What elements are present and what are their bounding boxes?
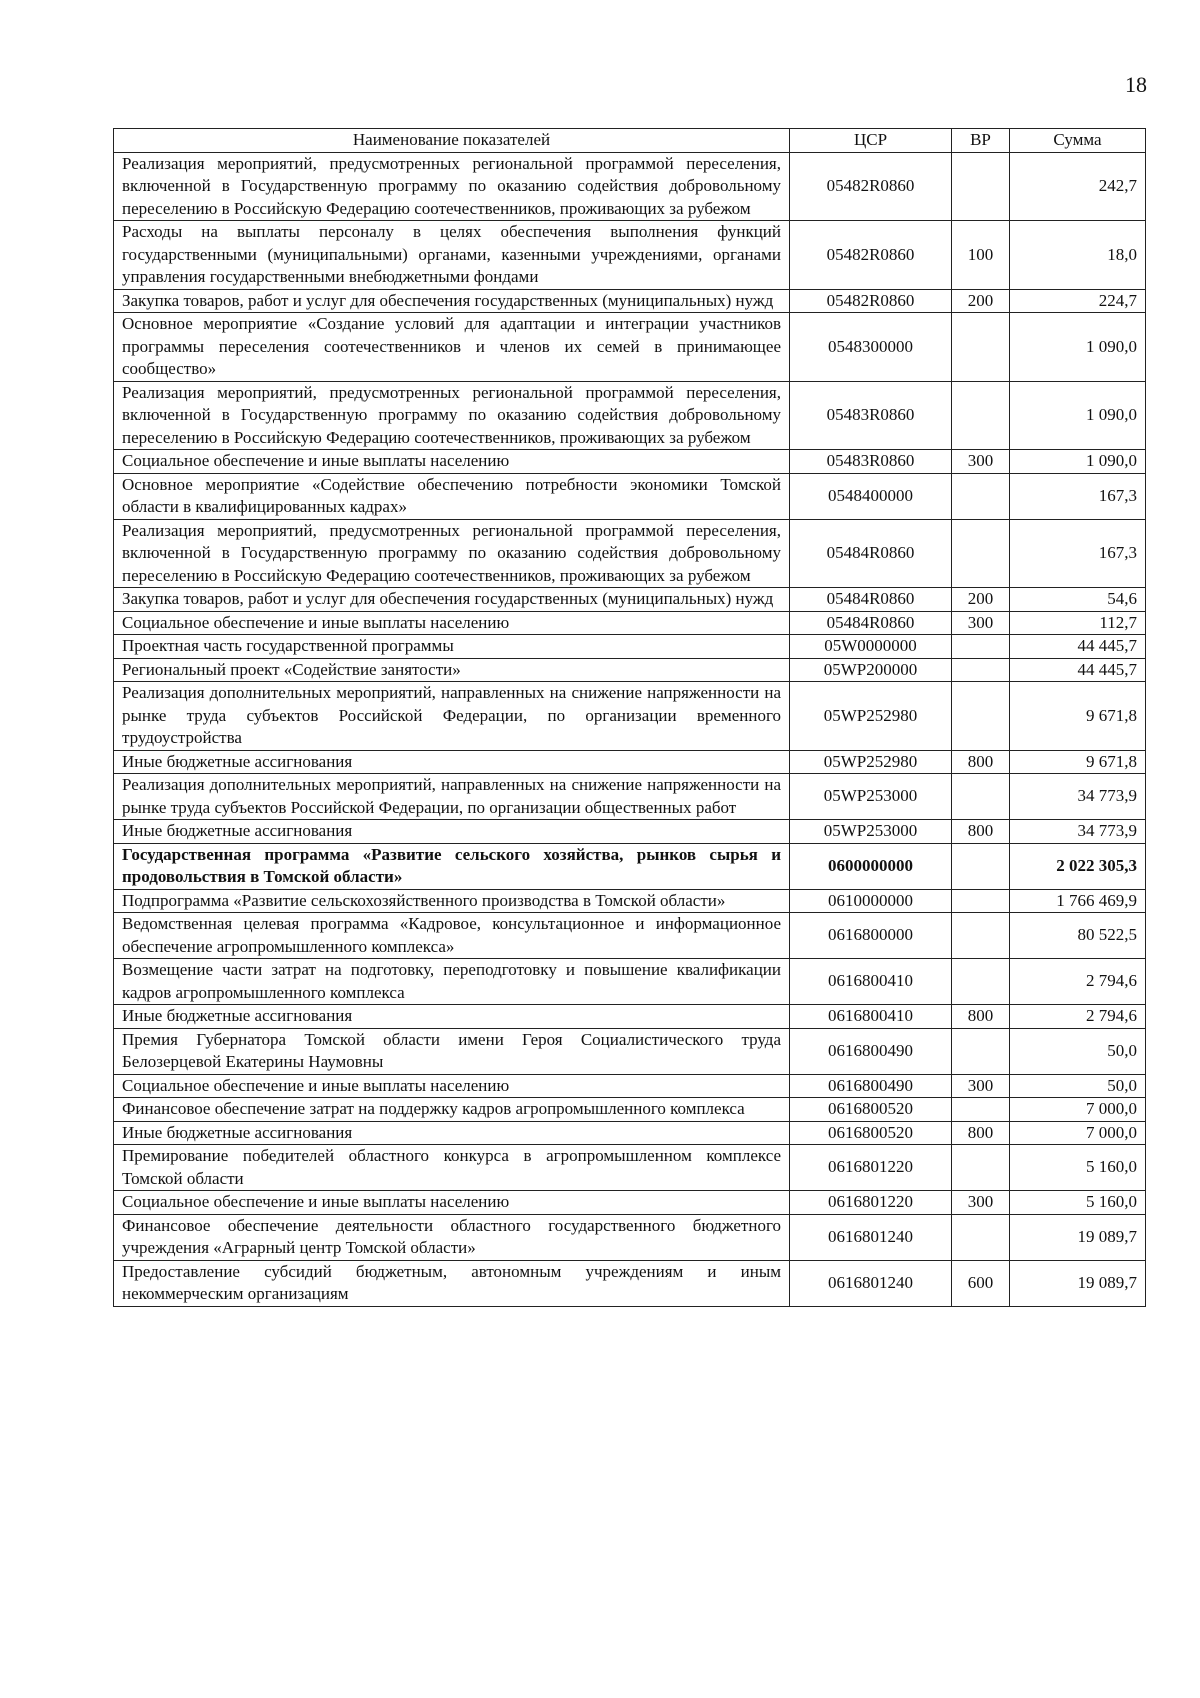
table-header-row <box>114 129 1146 153</box>
row-csr-cell: 05WP253000 <box>790 774 952 820</box>
row-name-cell: Основное мероприятие «Создание условий для адаптации и интеграции участников программы переселения соотечественников и членов их семей в принимающее сообщество» <box>114 313 790 382</box>
row-name-cell: Ведомственная целевая программа «Кадровое, консультационное и информационное обеспечение агропромышленного комплекса» <box>114 913 790 959</box>
row-sum-cell: 112,7 <box>1010 611 1146 635</box>
row-csr-cell: 05482R0860 <box>790 152 952 221</box>
table-row <box>114 1214 1146 1260</box>
row-vr-cell: 100 <box>952 221 1010 290</box>
budget-table <box>113 128 1146 1307</box>
row-csr-cell: 0616800520 <box>790 1121 952 1145</box>
row-csr-cell: 0610000000 <box>790 889 952 913</box>
row-vr-cell <box>952 889 1010 913</box>
row-csr-cell: 05483R0860 <box>790 381 952 450</box>
row-name-cell: Иные бюджетные ассигнования <box>114 1005 790 1029</box>
row-sum-cell: 2 794,6 <box>1010 959 1146 1005</box>
row-vr-cell <box>952 1145 1010 1191</box>
row-sum-cell: 50,0 <box>1010 1074 1146 1098</box>
row-vr-cell: 800 <box>952 820 1010 844</box>
row-sum-cell: 44 445,7 <box>1010 658 1146 682</box>
table-row <box>114 820 1146 844</box>
row-sum-cell: 5 160,0 <box>1010 1145 1146 1191</box>
table-row <box>114 843 1146 889</box>
table-row <box>114 1260 1146 1306</box>
column-header-name: Наименование показателей <box>114 129 790 153</box>
column-header-csr: ЦСР <box>790 129 952 153</box>
row-csr-cell: 05WP253000 <box>790 820 952 844</box>
row-name-cell: Социальное обеспечение и иные выплаты населению <box>114 611 790 635</box>
row-name-cell: Иные бюджетные ассигнования <box>114 1121 790 1145</box>
table-row <box>114 611 1146 635</box>
table-row <box>114 152 1146 221</box>
row-vr-cell: 600 <box>952 1260 1010 1306</box>
row-sum-cell: 80 522,5 <box>1010 913 1146 959</box>
row-name-cell: Закупка товаров, работ и услуг для обеспечения государственных (муниципальных) нужд <box>114 588 790 612</box>
row-csr-cell: 05WP252980 <box>790 750 952 774</box>
row-name-cell: Проектная часть государственной программы <box>114 635 790 659</box>
row-sum-cell: 18,0 <box>1010 221 1146 290</box>
table-row <box>114 635 1146 659</box>
column-header-sum: Сумма <box>1010 129 1146 153</box>
row-sum-cell: 2 794,6 <box>1010 1005 1146 1029</box>
row-sum-cell: 167,3 <box>1010 519 1146 588</box>
row-sum-cell: 1 090,0 <box>1010 450 1146 474</box>
row-vr-cell <box>952 682 1010 751</box>
row-csr-cell: 0616801240 <box>790 1214 952 1260</box>
row-sum-cell: 34 773,9 <box>1010 820 1146 844</box>
row-vr-cell: 800 <box>952 1121 1010 1145</box>
table-row <box>114 289 1146 313</box>
row-vr-cell: 200 <box>952 289 1010 313</box>
row-name-cell: Социальное обеспечение и иные выплаты населению <box>114 1074 790 1098</box>
row-vr-cell: 300 <box>952 1191 1010 1215</box>
row-sum-cell: 224,7 <box>1010 289 1146 313</box>
row-name-cell: Возмещение части затрат на подготовку, переподготовку и повышение квалификации кадров агропромышленного комплекса <box>114 959 790 1005</box>
row-sum-cell: 44 445,7 <box>1010 635 1146 659</box>
table-row <box>114 774 1146 820</box>
row-csr-cell: 0616801240 <box>790 1260 952 1306</box>
row-csr-cell: 0616800410 <box>790 959 952 1005</box>
table-row <box>114 682 1146 751</box>
row-name-cell: Финансовое обеспечение деятельности областного государственного бюджетного учреждения «Аграрный центр Томской области» <box>114 1214 790 1260</box>
table-row <box>114 1191 1146 1215</box>
row-csr-cell: 0616801220 <box>790 1191 952 1215</box>
row-name-cell: Предоставление субсидий бюджетным, автономным учреждениям и иным некоммерческим организациям <box>114 1260 790 1306</box>
row-vr-cell <box>952 313 1010 382</box>
row-name-cell: Расходы на выплаты персоналу в целях обеспечения выполнения функций государственными (муниципальными) органами, казенными учреждениями, органами управления государственными внебюджетными фондами <box>114 221 790 290</box>
row-vr-cell <box>952 658 1010 682</box>
row-sum-cell: 54,6 <box>1010 588 1146 612</box>
row-csr-cell: 05482R0860 <box>790 289 952 313</box>
row-sum-cell: 34 773,9 <box>1010 774 1146 820</box>
table-row <box>114 1074 1146 1098</box>
table-row <box>114 750 1146 774</box>
row-vr-cell <box>952 152 1010 221</box>
row-csr-cell: 0616800490 <box>790 1028 952 1074</box>
row-csr-cell: 0616801220 <box>790 1145 952 1191</box>
row-name-cell: Иные бюджетные ассигнования <box>114 820 790 844</box>
row-name-cell: Реализация дополнительных мероприятий, направленных на снижение напряженности на рынке труда субъектов Российской Федерации, по организации временного трудоустройства <box>114 682 790 751</box>
table-row <box>114 1028 1146 1074</box>
table-row <box>114 913 1146 959</box>
row-sum-cell: 7 000,0 <box>1010 1098 1146 1122</box>
row-vr-cell <box>952 1098 1010 1122</box>
row-sum-cell: 19 089,7 <box>1010 1260 1146 1306</box>
row-name-cell: Реализация дополнительных мероприятий, направленных на снижение напряженности на рынке труда субъектов Российской Федерации, по организации общественных работ <box>114 774 790 820</box>
row-vr-cell <box>952 519 1010 588</box>
table-row <box>114 221 1146 290</box>
table-row <box>114 1145 1146 1191</box>
row-name-cell: Региональный проект «Содействие занятости» <box>114 658 790 682</box>
row-csr-cell: 05483R0860 <box>790 450 952 474</box>
row-sum-cell: 9 671,8 <box>1010 750 1146 774</box>
table-row <box>114 1098 1146 1122</box>
row-csr-cell: 05W0000000 <box>790 635 952 659</box>
row-sum-cell: 2 022 305,3 <box>1010 843 1146 889</box>
row-vr-cell <box>952 635 1010 659</box>
table-row <box>114 313 1146 382</box>
row-csr-cell: 0616800000 <box>790 913 952 959</box>
row-vr-cell: 800 <box>952 750 1010 774</box>
row-csr-cell: 0616800410 <box>790 1005 952 1029</box>
row-vr-cell <box>952 774 1010 820</box>
row-csr-cell: 0616800520 <box>790 1098 952 1122</box>
table-row <box>114 473 1146 519</box>
row-name-cell: Реализация мероприятий, предусмотренных региональной программой переселения, включенной в Государственную программу по оказанию содействия добровольному переселению в Российскую Федерацию соотечественников, проживающих за рубежом <box>114 152 790 221</box>
table-row <box>114 889 1146 913</box>
row-csr-cell: 0548400000 <box>790 473 952 519</box>
row-vr-cell: 300 <box>952 450 1010 474</box>
row-sum-cell: 9 671,8 <box>1010 682 1146 751</box>
row-vr-cell: 200 <box>952 588 1010 612</box>
row-csr-cell: 05484R0860 <box>790 519 952 588</box>
row-sum-cell: 167,3 <box>1010 473 1146 519</box>
row-name-cell: Иные бюджетные ассигнования <box>114 750 790 774</box>
row-vr-cell <box>952 381 1010 450</box>
table-row <box>114 519 1146 588</box>
row-name-cell: Социальное обеспечение и иные выплаты населению <box>114 1191 790 1215</box>
row-vr-cell: 300 <box>952 611 1010 635</box>
row-csr-cell: 0548300000 <box>790 313 952 382</box>
row-vr-cell <box>952 913 1010 959</box>
row-csr-cell: 05WP200000 <box>790 658 952 682</box>
row-csr-cell: 0600000000 <box>790 843 952 889</box>
page-number: 18 <box>1125 72 1147 97</box>
row-name-cell: Основное мероприятие «Содействие обеспечению потребности экономики Томской области в квалифицированных кадрах» <box>114 473 790 519</box>
row-name-cell: Премирование победителей областного конкурса в агропромышленном комплексе Томской области <box>114 1145 790 1191</box>
row-name-cell: Реализация мероприятий, предусмотренных региональной программой переселения, включенной в Государственную программу по оказанию содействия добровольному переселению в Российскую Федерацию соотечественников, проживающих за рубежом <box>114 519 790 588</box>
row-name-cell: Финансовое обеспечение затрат на поддержку кадров агропромышленного комплекса <box>114 1098 790 1122</box>
row-sum-cell: 7 000,0 <box>1010 1121 1146 1145</box>
row-sum-cell: 1 766 469,9 <box>1010 889 1146 913</box>
row-vr-cell: 800 <box>952 1005 1010 1029</box>
row-csr-cell: 05484R0860 <box>790 611 952 635</box>
table-row <box>114 1005 1146 1029</box>
row-name-cell: Подпрограмма «Развитие сельскохозяйственного производства в Томской области» <box>114 889 790 913</box>
row-csr-cell: 05482R0860 <box>790 221 952 290</box>
row-vr-cell <box>952 1214 1010 1260</box>
row-sum-cell: 50,0 <box>1010 1028 1146 1074</box>
table-row <box>114 588 1146 612</box>
row-vr-cell <box>952 959 1010 1005</box>
row-csr-cell: 05484R0860 <box>790 588 952 612</box>
row-vr-cell <box>952 843 1010 889</box>
row-csr-cell: 05WP252980 <box>790 682 952 751</box>
table-row <box>114 1121 1146 1145</box>
row-name-cell: Социальное обеспечение и иные выплаты населению <box>114 450 790 474</box>
row-vr-cell <box>952 1028 1010 1074</box>
row-sum-cell: 5 160,0 <box>1010 1191 1146 1215</box>
row-sum-cell: 1 090,0 <box>1010 313 1146 382</box>
row-vr-cell <box>952 473 1010 519</box>
row-csr-cell: 0616800490 <box>790 1074 952 1098</box>
row-name-cell: Премия Губернатора Томской области имени Героя Социалистического труда Белозерцевой Екатерины Наумовны <box>114 1028 790 1074</box>
table-row <box>114 381 1146 450</box>
row-vr-cell: 300 <box>952 1074 1010 1098</box>
table-row <box>114 959 1146 1005</box>
table-row <box>114 450 1146 474</box>
column-header-vr: ВР <box>952 129 1010 153</box>
row-sum-cell: 19 089,7 <box>1010 1214 1146 1260</box>
row-sum-cell: 242,7 <box>1010 152 1146 221</box>
row-name-cell: Реализация мероприятий, предусмотренных региональной программой переселения, включенной в Государственную программу по оказанию содействия добровольному переселению в Российскую Федерацию соотечественников, проживающих за рубежом <box>114 381 790 450</box>
table-row <box>114 658 1146 682</box>
row-name-cell: Закупка товаров, работ и услуг для обеспечения государственных (муниципальных) нужд <box>114 289 790 313</box>
row-sum-cell: 1 090,0 <box>1010 381 1146 450</box>
row-name-cell: Государственная программа «Развитие сельского хозяйства, рынков сырья и продовольствия в Томской области» <box>114 843 790 889</box>
